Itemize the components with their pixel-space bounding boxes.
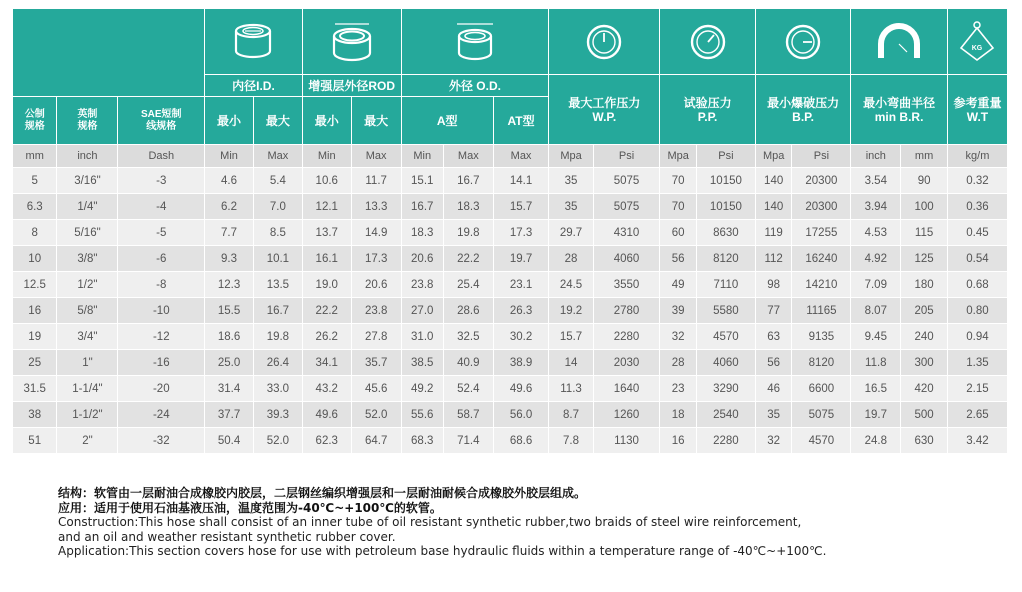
bp-header: 最小爆破压力 B.P. <box>755 75 850 145</box>
table-cell: 38 <box>13 402 57 428</box>
table-cell: -20 <box>118 376 205 402</box>
application-note-en: Application:This section covers hose for use with petroleum base hydraulic fluids within a temperature range of -40℃~+100℃. <box>58 544 827 558</box>
table-cell: 8630 <box>696 220 755 246</box>
table-cell: 14210 <box>792 272 851 298</box>
table-cell: 16.7 <box>401 194 443 220</box>
table-cell: 8.7 <box>549 402 593 428</box>
construction-note-zh: 结构：软管由一层耐油合成橡胶内胶层，二层钢丝编织增强层和一层耐油耐候合成橡胶外胶层组成。 <box>58 486 587 500</box>
unit-cell: Psi <box>792 145 851 168</box>
table-cell: -10 <box>118 298 205 324</box>
table-cell: 19.7 <box>851 402 901 428</box>
table-cell: 4060 <box>696 350 755 376</box>
table-cell: 39.3 <box>253 402 302 428</box>
table-cell: 9.45 <box>851 324 901 350</box>
table-cell: 0.80 <box>947 298 1007 324</box>
table-cell: 10150 <box>696 194 755 220</box>
table-cell: 2280 <box>593 324 660 350</box>
table-cell: 37.7 <box>205 402 254 428</box>
rod-group-label: 增强层外径ROD <box>302 75 401 97</box>
table-cell: 11.3 <box>549 376 593 402</box>
table-cell: 32.5 <box>443 324 493 350</box>
table-cell: 0.68 <box>947 272 1007 298</box>
table-cell: 300 <box>901 350 948 376</box>
table-cell: 10.1 <box>253 246 302 272</box>
table-cell: 32 <box>660 324 697 350</box>
table-cell: 56 <box>755 350 792 376</box>
table-cell: 1-1/4" <box>57 376 118 402</box>
table-cell: 28.6 <box>443 298 493 324</box>
table-cell: 115 <box>901 220 948 246</box>
id-min-header: 最小 <box>205 97 254 145</box>
table-cell: 49.6 <box>493 376 549 402</box>
table-row <box>13 272 1008 298</box>
table-cell: 70 <box>660 168 697 194</box>
wp-header: 最大工作压力 W.P. <box>549 75 660 145</box>
table-cell: 4.92 <box>851 246 901 272</box>
table-cell: 64.7 <box>351 428 401 454</box>
table-cell: 35 <box>549 168 593 194</box>
imperial-size-header: 英制 规格 <box>57 97 118 145</box>
unit-cell: Psi <box>696 145 755 168</box>
table-cell: 4060 <box>593 246 660 272</box>
table-cell: 5075 <box>593 168 660 194</box>
table-cell: 1-1/2" <box>57 402 118 428</box>
table-cell: 20.6 <box>351 272 401 298</box>
table-cell: 8.07 <box>851 298 901 324</box>
table-cell: 3/4" <box>57 324 118 350</box>
table-cell: 7.7 <box>205 220 254 246</box>
table-cell: 39 <box>660 298 697 324</box>
metric-size-header: 公制 规格 <box>13 97 57 145</box>
table-cell: 1" <box>57 350 118 376</box>
table-cell: 68.3 <box>401 428 443 454</box>
table-cell: 5/16" <box>57 220 118 246</box>
table-cell: 14 <box>549 350 593 376</box>
table-cell: -8 <box>118 272 205 298</box>
table-cell: 16.7 <box>443 168 493 194</box>
table-cell: 77 <box>755 298 792 324</box>
table-cell: 5.4 <box>253 168 302 194</box>
table-cell: 17.3 <box>351 246 401 272</box>
table-cell: 1130 <box>593 428 660 454</box>
table-cell: 25 <box>13 350 57 376</box>
table-cell: 38.5 <box>401 350 443 376</box>
table-cell: 3.54 <box>851 168 901 194</box>
table-cell: 11.8 <box>851 350 901 376</box>
table-cell: 4.6 <box>205 168 254 194</box>
table-cell: 11.7 <box>351 168 401 194</box>
rod-ring-icon <box>302 9 401 75</box>
table-cell: 26.2 <box>302 324 351 350</box>
table-cell: 10 <box>13 246 57 272</box>
table-row <box>13 428 1008 454</box>
table-cell: 16.1 <box>302 246 351 272</box>
table-row <box>13 324 1008 350</box>
wt-header: 参考重量 W.T <box>947 75 1007 145</box>
table-cell: 8.5 <box>253 220 302 246</box>
table-cell: 16 <box>660 428 697 454</box>
table-cell: 51 <box>13 428 57 454</box>
table-cell: 15.7 <box>549 324 593 350</box>
table-cell: 90 <box>901 168 948 194</box>
table-cell: 5075 <box>792 402 851 428</box>
hose-spec-table <box>12 8 1008 454</box>
table-cell: 40.9 <box>443 350 493 376</box>
table-cell: 19.8 <box>443 220 493 246</box>
pressure-gauge-icon <box>549 9 660 75</box>
table-cell: 49 <box>660 272 697 298</box>
table-cell: 16.7 <box>253 298 302 324</box>
table-cell: -12 <box>118 324 205 350</box>
table-cell: 7.0 <box>253 194 302 220</box>
table-cell: 19.7 <box>493 246 549 272</box>
table-cell: 22.2 <box>443 246 493 272</box>
table-cell: 18.3 <box>401 220 443 246</box>
unit-row <box>13 145 1008 168</box>
table-cell: 6.2 <box>205 194 254 220</box>
table-cell: 68.6 <box>493 428 549 454</box>
table-cell: 8120 <box>696 246 755 272</box>
table-cell: 10150 <box>696 168 755 194</box>
table-cell: 35 <box>755 402 792 428</box>
table-cell: 12.1 <box>302 194 351 220</box>
table-row <box>13 168 1008 194</box>
table-cell: 0.94 <box>947 324 1007 350</box>
table-cell: 23.1 <box>493 272 549 298</box>
unit-cell: Min <box>401 145 443 168</box>
table-cell: 31.5 <box>13 376 57 402</box>
table-body <box>13 168 1008 454</box>
table-cell: 20300 <box>792 194 851 220</box>
table-cell: -16 <box>118 350 205 376</box>
table-cell: 420 <box>901 376 948 402</box>
table-cell: 32 <box>755 428 792 454</box>
table-cell: 23.8 <box>401 272 443 298</box>
table-cell: 5580 <box>696 298 755 324</box>
table-cell: 13.3 <box>351 194 401 220</box>
unit-cell: Psi <box>593 145 660 168</box>
table-cell: 2.65 <box>947 402 1007 428</box>
table-cell: 23.8 <box>351 298 401 324</box>
table-row <box>13 246 1008 272</box>
weight-icon <box>947 9 1007 75</box>
table-cell: 205 <box>901 298 948 324</box>
table-cell: 35.7 <box>351 350 401 376</box>
unit-cell: mm <box>13 145 57 168</box>
table-cell: 63 <box>755 324 792 350</box>
table-cell: -6 <box>118 246 205 272</box>
table-cell: 240 <box>901 324 948 350</box>
table-cell: 34.1 <box>302 350 351 376</box>
table-row <box>13 298 1008 324</box>
br-header: 最小弯曲半径 min B.R. <box>851 75 948 145</box>
table-cell: 112 <box>755 246 792 272</box>
table-cell: 15.5 <box>205 298 254 324</box>
table-cell: 18.3 <box>443 194 493 220</box>
table-cell: 1/4" <box>57 194 118 220</box>
table-cell: 71.4 <box>443 428 493 454</box>
table-cell: 4310 <box>593 220 660 246</box>
table-cell: 25.0 <box>205 350 254 376</box>
unit-cell: Max <box>443 145 493 168</box>
table-cell: -5 <box>118 220 205 246</box>
table-cell: 5/8" <box>57 298 118 324</box>
table-cell: -4 <box>118 194 205 220</box>
id-group-label: 内径I.D. <box>205 75 303 97</box>
id-max-header: 最大 <box>253 97 302 145</box>
table-cell: 56.0 <box>493 402 549 428</box>
table-cell: 7110 <box>696 272 755 298</box>
table-cell: 56 <box>660 246 697 272</box>
table-row <box>13 376 1008 402</box>
table-cell: 100 <box>901 194 948 220</box>
table-cell: 180 <box>901 272 948 298</box>
table-cell: -3 <box>118 168 205 194</box>
table-row <box>13 402 1008 428</box>
table-cell: 50.4 <box>205 428 254 454</box>
table-cell: 9135 <box>792 324 851 350</box>
bend-radius-icon <box>851 9 948 75</box>
table-cell: 49.6 <box>302 402 351 428</box>
table-cell: 1260 <box>593 402 660 428</box>
table-cell: 25.4 <box>443 272 493 298</box>
table-cell: 60 <box>660 220 697 246</box>
table-cell: 7.8 <box>549 428 593 454</box>
table-cell: 16 <box>13 298 57 324</box>
table-cell: 4.53 <box>851 220 901 246</box>
table-cell: 2030 <box>593 350 660 376</box>
table-cell: 98 <box>755 272 792 298</box>
table-cell: 140 <box>755 168 792 194</box>
table-cell: 62.3 <box>302 428 351 454</box>
table-cell: 38.9 <box>493 350 549 376</box>
table-cell: 1.35 <box>947 350 1007 376</box>
table-cell: 7.09 <box>851 272 901 298</box>
table-cell: 52.0 <box>253 428 302 454</box>
table-cell: 19.8 <box>253 324 302 350</box>
unit-cell: inch <box>57 145 118 168</box>
table-cell: 30.2 <box>493 324 549 350</box>
table-cell: 12.3 <box>205 272 254 298</box>
table-cell: 3/16" <box>57 168 118 194</box>
table-cell: 52.4 <box>443 376 493 402</box>
table-cell: 0.32 <box>947 168 1007 194</box>
unit-cell: Max <box>351 145 401 168</box>
table-cell: 11165 <box>792 298 851 324</box>
table-cell: 6.3 <box>13 194 57 220</box>
unit-cell: Min <box>302 145 351 168</box>
unit-cell: Mpa <box>755 145 792 168</box>
table-cell: 8120 <box>792 350 851 376</box>
unit-cell: kg/m <box>947 145 1007 168</box>
table-cell: 10.6 <box>302 168 351 194</box>
table-cell: 5 <box>13 168 57 194</box>
application-note-zh: 应用：适用于使用石油基液压油，温度范围为-40℃~+100℃的软管。 <box>58 500 442 515</box>
table-cell: 29.7 <box>549 220 593 246</box>
table-cell: 17.3 <box>493 220 549 246</box>
table-cell: 15.7 <box>493 194 549 220</box>
id-ring-icon <box>205 9 303 75</box>
table-cell: 630 <box>901 428 948 454</box>
unit-cell: Dash <box>118 145 205 168</box>
notes <box>58 486 998 559</box>
table-cell: 28 <box>660 350 697 376</box>
table-cell: 22.2 <box>302 298 351 324</box>
table-cell: 27.8 <box>351 324 401 350</box>
table-cell: -32 <box>118 428 205 454</box>
table-cell: 0.54 <box>947 246 1007 272</box>
table-cell: 20300 <box>792 168 851 194</box>
table-cell: 2.15 <box>947 376 1007 402</box>
table-cell: -24 <box>118 402 205 428</box>
pressure-gauge-icon <box>755 9 850 75</box>
table-cell: 125 <box>901 246 948 272</box>
table-cell: 8 <box>13 220 57 246</box>
unit-cell: Min <box>205 145 254 168</box>
table-cell: 3/8" <box>57 246 118 272</box>
table-cell: 3.42 <box>947 428 1007 454</box>
table-cell: 119 <box>755 220 792 246</box>
table-cell: 14.9 <box>351 220 401 246</box>
unit-cell: inch <box>851 145 901 168</box>
table-row <box>13 350 1008 376</box>
table-cell: 16.5 <box>851 376 901 402</box>
table-cell: 3290 <box>696 376 755 402</box>
table-cell: 26.3 <box>493 298 549 324</box>
table-cell: 1/2" <box>57 272 118 298</box>
unit-cell: Mpa <box>549 145 593 168</box>
table-cell: 31.4 <box>205 376 254 402</box>
table-cell: 58.7 <box>443 402 493 428</box>
svg-text:KG: KG <box>972 44 983 52</box>
construction-note-en-1: Construction:This hose shall consist of an inner tube of oil resistant synthetic rubber,two braids of steel wire reinforcement, <box>58 515 802 529</box>
rod-max-header: 最大 <box>351 97 401 145</box>
unit-cell: Max <box>253 145 302 168</box>
construction-note-en-2: and an oil and weather resistant synthetic rubber cover. <box>58 529 396 544</box>
table-cell: 19.0 <box>302 272 351 298</box>
table-cell: 12.5 <box>13 272 57 298</box>
table-cell: 18 <box>660 402 697 428</box>
table-cell: 19.2 <box>549 298 593 324</box>
sae-size-header: SAE短制 线规格 <box>118 97 205 145</box>
table-cell: 5075 <box>593 194 660 220</box>
unit-cell: mm <box>901 145 948 168</box>
table-cell: 6600 <box>792 376 851 402</box>
table-cell: 55.6 <box>401 402 443 428</box>
table-cell: 49.2 <box>401 376 443 402</box>
table-cell: 31.0 <box>401 324 443 350</box>
table-cell: 26.4 <box>253 350 302 376</box>
table-cell: 45.6 <box>351 376 401 402</box>
table-cell: 140 <box>755 194 792 220</box>
table-cell: 24.8 <box>851 428 901 454</box>
od-a-type-header: A型 <box>401 97 493 145</box>
table-cell: 28 <box>549 246 593 272</box>
pressure-gauge-icon <box>660 9 755 75</box>
table-cell: 20.6 <box>401 246 443 272</box>
table-cell: 24.5 <box>549 272 593 298</box>
table-cell: 2" <box>57 428 118 454</box>
table-cell: 15.1 <box>401 168 443 194</box>
unit-cell: Max <box>493 145 549 168</box>
table-cell: 1640 <box>593 376 660 402</box>
od-group-label: 外径 O.D. <box>401 75 549 97</box>
table-cell: 3550 <box>593 272 660 298</box>
table-cell: 33.0 <box>253 376 302 402</box>
table-cell: 46 <box>755 376 792 402</box>
table-cell: 0.36 <box>947 194 1007 220</box>
table-row <box>13 194 1008 220</box>
table-cell: 23 <box>660 376 697 402</box>
rod-min-header: 最小 <box>302 97 351 145</box>
table-cell: 27.0 <box>401 298 443 324</box>
table-cell: 18.6 <box>205 324 254 350</box>
table-cell: 35 <box>549 194 593 220</box>
table-cell: 4570 <box>696 324 755 350</box>
table-cell: 4570 <box>792 428 851 454</box>
table-cell: 16240 <box>792 246 851 272</box>
table-cell: 70 <box>660 194 697 220</box>
table-cell: 500 <box>901 402 948 428</box>
od-at-type-header: AT型 <box>493 97 549 145</box>
table-cell: 43.2 <box>302 376 351 402</box>
table-cell: 19 <box>13 324 57 350</box>
table-cell: 2540 <box>696 402 755 428</box>
table-cell: 2780 <box>593 298 660 324</box>
table-cell: 3.94 <box>851 194 901 220</box>
table-cell: 9.3 <box>205 246 254 272</box>
unit-cell: Mpa <box>660 145 697 168</box>
header-blank <box>13 9 205 97</box>
table-cell: 52.0 <box>351 402 401 428</box>
table-cell: 17255 <box>792 220 851 246</box>
table-row <box>13 220 1008 246</box>
od-ring-icon <box>401 9 549 75</box>
pp-header: 试验压力 P.P. <box>660 75 755 145</box>
table-cell: 14.1 <box>493 168 549 194</box>
table-cell: 13.5 <box>253 272 302 298</box>
table-cell: 13.7 <box>302 220 351 246</box>
table-cell: 2280 <box>696 428 755 454</box>
table-cell: 0.45 <box>947 220 1007 246</box>
